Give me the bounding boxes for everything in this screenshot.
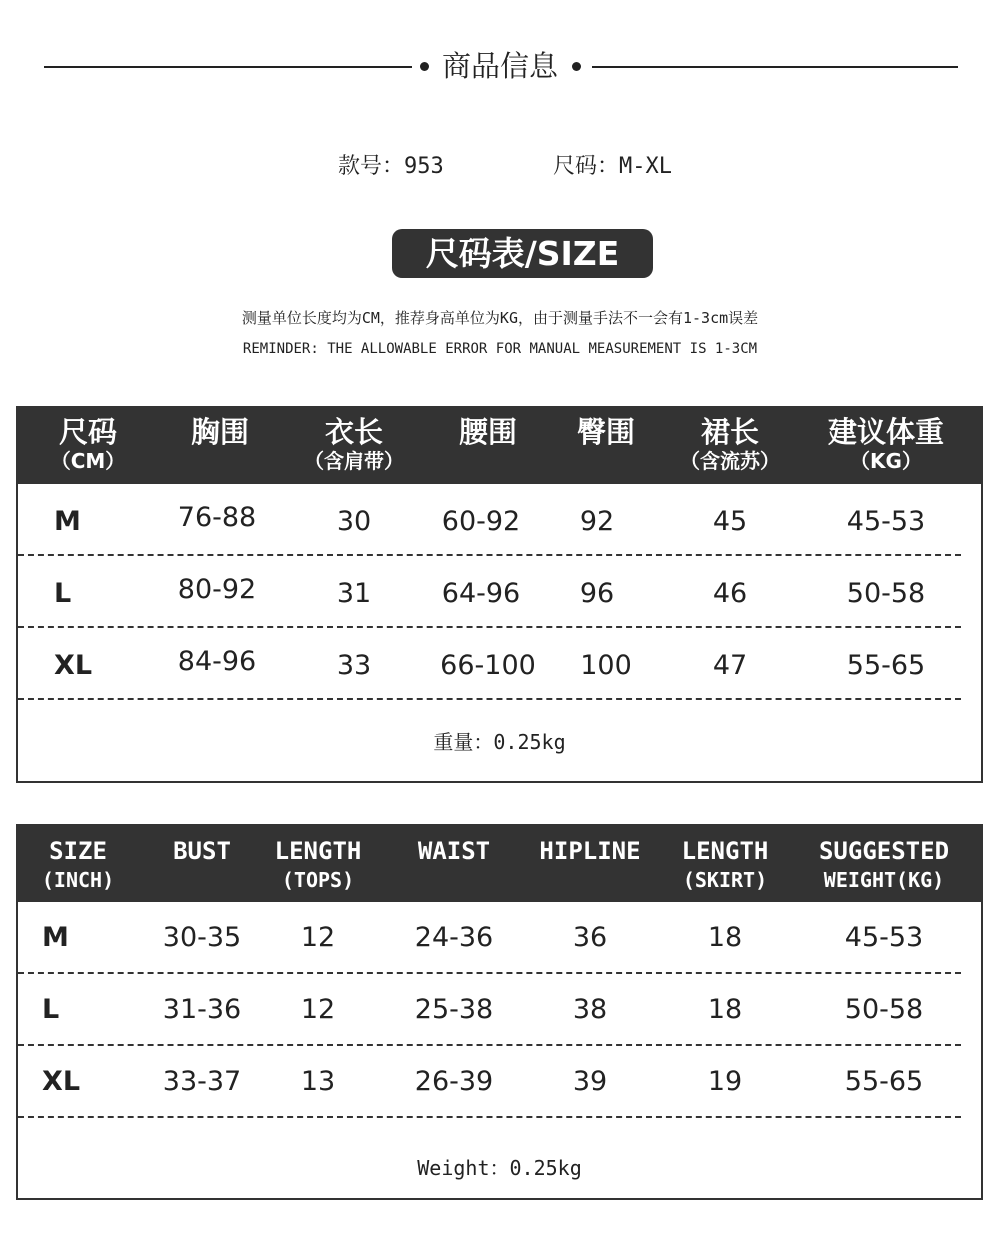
cell-top-length: 12 xyxy=(300,994,336,1025)
cell-hip: 36 xyxy=(572,922,608,953)
cell-skirt-length: 19 xyxy=(707,1066,743,1097)
header-skirt-length: LENGTH (SKIRT) xyxy=(681,837,769,892)
cell-bust: 30-35 xyxy=(162,922,242,953)
header-size: SIZE (INCH) xyxy=(41,837,115,892)
table-row xyxy=(18,556,981,628)
cell-waist: 66-100 xyxy=(440,650,536,681)
cell-weight: 50-58 xyxy=(844,994,924,1025)
cell-size: M xyxy=(54,506,81,537)
cell-bust: 31-36 xyxy=(162,994,242,1025)
cell-bust: 84-96 xyxy=(177,646,257,677)
cell-weight: 50-58 xyxy=(846,578,926,609)
table-header xyxy=(18,408,981,484)
cell-skirt-length: 45 xyxy=(712,506,748,537)
style-number: 款号：953 xyxy=(338,154,444,179)
header-hip: 臀围 xyxy=(576,415,636,449)
size-table-inch xyxy=(16,824,983,1200)
table-row xyxy=(18,484,981,556)
cell-top-length: 30 xyxy=(336,506,372,537)
cell-skirt-length: 18 xyxy=(707,994,743,1025)
cell-waist: 64-96 xyxy=(441,578,521,609)
cell-skirt-length: 46 xyxy=(712,578,748,609)
title-rule-left xyxy=(44,66,412,68)
cell-bust: 76-88 xyxy=(177,502,257,533)
title-dot-right xyxy=(572,62,581,71)
cell-bust: 80-92 xyxy=(177,574,257,605)
cell-hip: 38 xyxy=(572,994,608,1025)
table-row xyxy=(18,902,981,974)
header-suggested-weight: SUGGESTED WEIGHT(KG) xyxy=(818,837,950,892)
cell-top-length: 31 xyxy=(336,578,372,609)
section-title-text: 商品信息 xyxy=(441,49,558,83)
cell-hip: 96 xyxy=(579,578,615,609)
cell-skirt-length: 47 xyxy=(712,650,748,681)
table-footer-weight: 重量：0.25kg xyxy=(433,730,566,754)
cell-weight: 45-53 xyxy=(844,922,924,953)
measurement-note-en: REMINDER: THE ALLOWABLE ERROR FOR MANUAL MEASUREMENT IS 1-3CM xyxy=(242,341,758,357)
cell-skirt-length: 18 xyxy=(707,922,743,953)
header-hip: HIPLINE xyxy=(539,837,641,865)
cell-top-length: 13 xyxy=(300,1066,336,1097)
title-dot-left xyxy=(420,62,429,71)
cell-hip: 92 xyxy=(579,506,615,537)
cell-size: M xyxy=(42,922,69,953)
cell-waist: 24-36 xyxy=(414,922,494,953)
size-range: 尺码：M-XL xyxy=(553,154,672,179)
measurement-note-cn: 测量单位长度均为CM，推荐身高单位为KG，由于测量手法不一会有1-3cm误差 xyxy=(241,309,759,327)
cell-waist: 25-38 xyxy=(414,994,494,1025)
header-size: 尺码 （CM） xyxy=(50,415,126,473)
header-skirt-length: 裙长 （含流苏） xyxy=(680,415,780,473)
cell-top-length: 12 xyxy=(300,922,336,953)
header-waist: WAIST xyxy=(417,837,491,865)
cell-waist: 60-92 xyxy=(441,506,521,537)
cell-hip: 100 xyxy=(580,650,632,681)
cell-top-length: 33 xyxy=(336,650,372,681)
cell-weight: 55-65 xyxy=(844,1066,924,1097)
cell-hip: 39 xyxy=(572,1066,608,1097)
cell-weight: 55-65 xyxy=(846,650,926,681)
row-divider xyxy=(18,698,961,700)
header-bust: 胸围 xyxy=(190,415,250,449)
size-table-cm xyxy=(16,406,983,783)
table-footer-weight: Weight：0.25kg xyxy=(417,1156,582,1180)
cell-size: L xyxy=(54,578,72,609)
section-title xyxy=(0,40,1000,92)
cell-bust: 33-37 xyxy=(162,1066,242,1097)
table-header xyxy=(18,826,981,902)
header-waist: 腰围 xyxy=(458,415,518,449)
size-chart-title: 尺码表/SIZE xyxy=(392,229,653,278)
cell-size: L xyxy=(42,994,60,1025)
row-divider xyxy=(18,1116,961,1118)
table-row xyxy=(18,974,981,1046)
header-suggested-weight: 建议体重 （KG） xyxy=(827,415,945,473)
table-row xyxy=(18,1046,981,1118)
cell-size: XL xyxy=(54,650,93,681)
header-top-length: LENGTH (TOPS) xyxy=(274,837,362,892)
title-rule-right xyxy=(592,66,958,68)
header-bust: BUST xyxy=(173,837,231,865)
table-row xyxy=(18,628,981,700)
cell-waist: 26-39 xyxy=(414,1066,494,1097)
cell-size: XL xyxy=(42,1066,81,1097)
header-top-length: 衣长 （含肩带） xyxy=(304,415,404,473)
cell-weight: 45-53 xyxy=(846,506,926,537)
